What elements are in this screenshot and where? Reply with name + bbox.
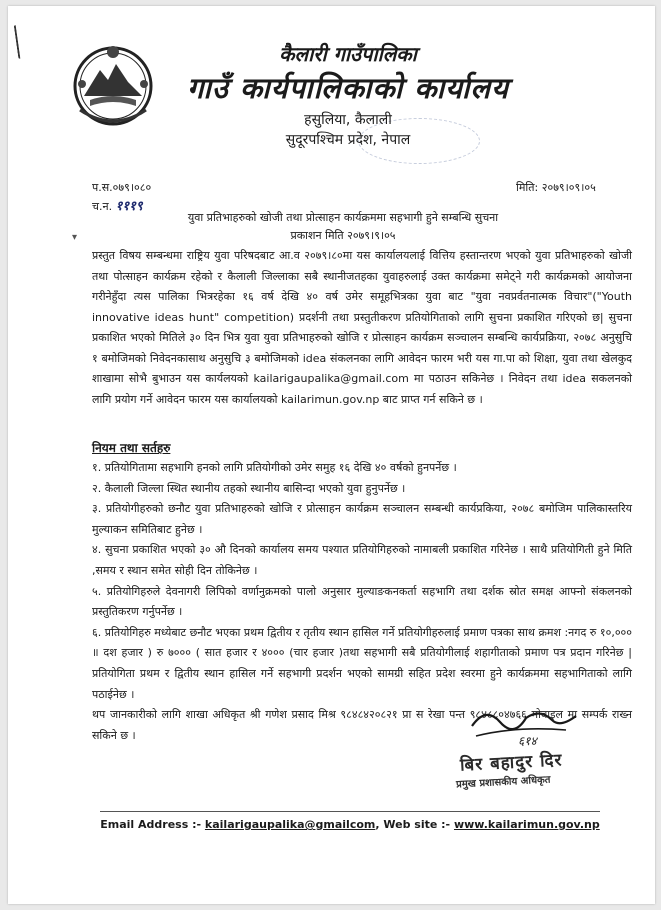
rule-item: ३. प्रतियोगीहरुको छनौट युवा प्रतिभाहरुको खोजि र प्रोत्साहन कार्यक्रम सञ्चालन सम्बन्धी कार्यप्रकिया, २०७८ बमोजिम पालिकास्तरिय मुल्याकन समितिबाट हुनेछ । (92, 502, 632, 536)
office-name: गाउँ कार्यपालिकाको कार्यालय (187, 71, 509, 105)
signatory-title: प्रमुख प्रशासकीय अधिकृत (455, 774, 551, 791)
document-page (8, 6, 655, 904)
email-label: Email Address :- (100, 818, 202, 831)
office-address: हसुलिया, कैलाली (304, 112, 392, 128)
website-label: , Web site :- (375, 818, 451, 831)
notice-body: प्रस्तुत विषय सम्बन्धमा राष्ट्रिय युवा परिषदबाट आ.व २०७९।८०मा यस कार्यालयलाई वित्तिय हस्तान्तरण भएको युवा प्रतिभाहरुको खोजी तथा पोत्साहन कार्यक्रम रहेको र कैलाली जिल्लाका सबै स्थानीजतहका युवाहरुलाई उक्त कार्यक्रमा समेट्ने गरी कार्यक्रमको आयोजना गरीनेहुँदा त्यस पालिका भित्ररहेका १६ वर्ष देखि ४० वर्ष उमेर समूहभित्रका युवा बाट "युवा नवप्रर्वतनात्मक विचार"("Youth innovative ideas hunt" competition) प्रदर्शनी तथा प्रस्तुतीकरण प्रतियोगिताको लागि सुचना प्रकाशित गरिएको छ| सुचना प्रकाशित भएको मितिले ३० दिन भित्र युवा युवा प्रतिभाहरुको खोजि र प्रोत्साहन कार्यक्रम सञ्चालन सम्बन्धि कार्यप्रक्रिया, २०७८ अनुसुचि १ बमोजिमको निवेदनकासाथ अनुसुचि ३ बमोजिमको idea संकलनका लागि आवेदन फारम भरी यस गा.पा को शिक्षा, युवा तथा खेलकुद शाखामा सोभै बुभाउन यस कार्यलयको kailarigaupalika@gmail.com मा पठाउन सकिनेछ । निवेदन तथा idea सकलनको लागि प्रयोग गर्ने आवेदन फारम यस कार्यालयको kailarimun.gov.np बाट प्राप्त गर्न सकिने छ । (92, 249, 632, 406)
rules-heading: नियम तथा सर्तहरु (92, 441, 171, 455)
rule-item: २. कैलाली जिल्ला स्थित स्थानीय तहको स्थानीय बासिन्दा भएको युवा हुनुपर्नेछ । (92, 481, 406, 495)
footer-divider (100, 811, 600, 812)
notice-title: युवा प्रतिभाहरुको खोजी तथा प्रोत्साहन कार्यक्रममा सहभागी हुने सम्बन्धि सुचना (187, 211, 499, 224)
letter-date: मिति: २०७९।०९।०५ (516, 181, 596, 194)
letter-number: प.स.०७९।०८० (92, 181, 152, 194)
dispatch-number-value: १११९ (115, 199, 143, 214)
dispatch-number-label: च.न. (92, 200, 113, 213)
email-link[interactable]: kailarigaupalika@gmailcom (204, 818, 376, 831)
scan-mark (14, 23, 35, 59)
rule-item: थप जानकारीको लागि शाखा अधिकृत श्री गणेश प्रसाद मिश्र ९८४८४२०८२१ प्रा स रेखा पन्त ९८४८८०४७६६ मोबाइल मा सम्पर्क राख्न सकिने छ । (92, 708, 632, 742)
signatory-name: बिर बहादुर दिर (459, 750, 563, 776)
rule-item: ६. प्रतियोगिहरु मध्येबाट छनौट भएका प्रथम द्वितीय र तृतीय स्थान हासिल गर्ने प्रतियोगीहरुलाई प्रमाण पत्रका साथ क्रमश :नगद रु १०,००० ॥ दश हजार ) रु ७००० ( सात हजार र ४००० (चार हजार )तथा सहभागी सबै प्रतियोगीलाई शहागीताको प्रमाण पत्र प्रदान गरिनेछ |प्रतियोगिता प्रथम र द्वितीय स्थान हासिल गर्ने सहभागी प्रदर्शन भएको सामग्री सहित प्रदेश स्वरमा हुने कार्यक्रममा सहभागिताको लागि पठाईनेछ । (92, 625, 632, 701)
website-link[interactable]: www.kailarimun.gov.np (453, 818, 600, 831)
notice-published-date: प्रकाशन मिति २०७९।९।०५ (290, 229, 396, 242)
rule-item: ५. प्रतियोगिहरुले देवनागरी लिपिको वर्णानुक्रमको पालो अनुसार मुल्याङकनकर्ता सहभागि तथा दर्शक स्रोत समक्ष आफ्नो संकलनको प्रस्तुतिकरण गर्नुपर्नेछ । (92, 584, 632, 619)
rule-item: ४. सुचना प्रकाशित भएको ३० औ दिनको कार्यालय समय पश्यात प्रतियोगिहरुको नामाबली प्रकाशित गरिनेछ । साथै प्रतियोगिती हुने मिति ,समय र स्थान समेत सोही दिन तोकिनेछ । (92, 543, 632, 577)
rule-item: १. प्रतियोगितामा सहभागि हनको लागि प्रतियोगीको उमेर समुह १६ देखि ४० वर्षको हुनपर्नेछ । (92, 461, 457, 474)
signature-number: ६१४ (518, 734, 537, 748)
footer (100, 818, 600, 831)
margin-mark: ▾ (72, 232, 78, 243)
nepal-emblem-icon (70, 40, 156, 130)
office-province: सुदूरपश्चिम प्रदेश, नेपाल (285, 132, 411, 148)
municipality-name: कैलारी गाउँपालिका (279, 42, 417, 66)
